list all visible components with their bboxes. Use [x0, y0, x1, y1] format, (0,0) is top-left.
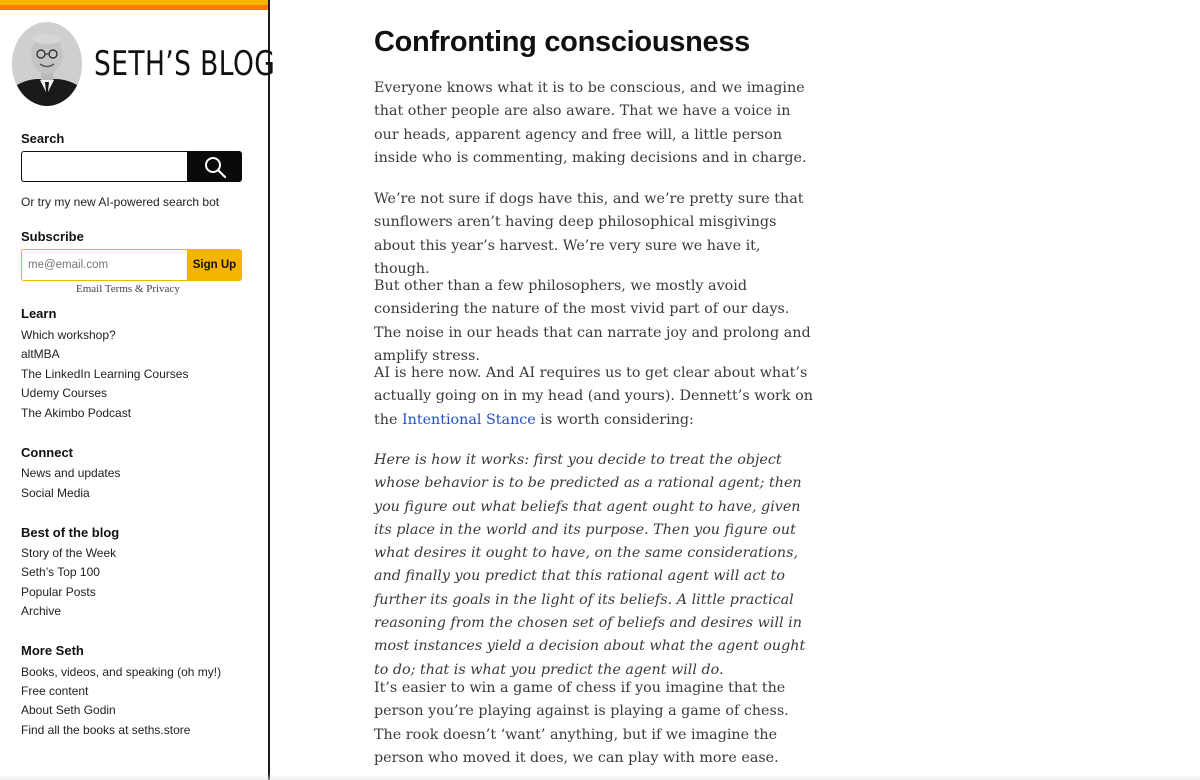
more-link[interactable]: Free content [21, 684, 89, 698]
email-terms-link[interactable]: Email Terms & Privacy [76, 283, 180, 295]
connect-link[interactable]: News and updates [21, 466, 121, 480]
best-link[interactable]: Seth’s Top 100 [21, 565, 100, 579]
paragraph: Everyone knows what it is to be conscious, and we imagine that other people are also aware. That we have a voice in our heads, apparent agency and free will, a little person inside who is commenting, making decisions and in charge. [374, 80, 807, 166]
connect-link[interactable]: Social Media [21, 486, 90, 500]
search-form [21, 151, 242, 182]
top-accent-bar [0, 0, 268, 10]
ai-search-prefix: Or try my new [21, 195, 99, 209]
blog-title: SETH’S BLOG [94, 44, 276, 84]
best-link[interactable]: Story of the Week [21, 546, 117, 560]
paragraph: It’s easier to win a game of chess if you imagine that the person you’re playing against is playing a game of chess. The rook doesn’t ‘want’ anything, but if we imagine the person who moved it does, we can play with more ease. [374, 680, 789, 766]
paragraph-text: AI is here now. And AI requires us to get clear about what’s actually going on in my head (and yours). Dennett’s work on the [374, 365, 813, 428]
intentional-stance-link[interactable]: Intentional Stance [401, 411, 536, 428]
more-heading: More Seth [21, 643, 84, 658]
author-avatar [12, 22, 82, 106]
bottom-fade [0, 774, 1200, 780]
block-quote: Here is how it works: first you decide to treat the object whose behavior is to be predicted as a rational agent; then you figure out what beliefs that agent ought to have, given its place in the world and its purpose. Then you figure out what desires it ought to have, on the same considerations, and finally you predict that this rational agent will act to further its goals in the light of its beliefs. A little practical reasoning from the chosen set of beliefs and desires will in most instances yield a decision about what the agent ought to do; that is what you predict the agent will do. [374, 452, 806, 678]
paragraph: We’re not sure if dogs have this, and we’re pretty sure that sunflowers aren’t having deep philosophical misgivings about this year’s harvest. We’re very sure we have it, though. [374, 191, 804, 277]
learn-heading: Learn [21, 306, 57, 321]
search-heading: Search [21, 131, 65, 146]
search-icon [203, 155, 227, 179]
sign-up-button[interactable]: Sign Up [187, 249, 242, 281]
learn-link[interactable]: The Akimbo Podcast [21, 406, 132, 420]
brand[interactable] [12, 22, 326, 106]
learn-link[interactable]: Which workshop? [21, 328, 116, 342]
learn-link[interactable]: The LinkedIn Learning Courses [21, 367, 189, 381]
email-field[interactable] [21, 249, 187, 281]
connect-heading: Connect [21, 445, 73, 460]
paragraph: But other than a few philosophers, we mostly avoid considering the nature of the most vivid part of our days. The noise in our heads that can narrate joy and prolong and amplify stress. [374, 278, 811, 364]
more-link[interactable]: About Seth Godin [21, 703, 116, 717]
ai-search-note [21, 195, 219, 209]
best-link[interactable]: Archive [21, 604, 62, 618]
search-input[interactable] [21, 151, 187, 182]
learn-link[interactable]: altMBA [21, 347, 60, 361]
subscribe-form [21, 249, 242, 281]
more-link[interactable]: Books, videos, and speaking (oh my!) [21, 665, 222, 679]
paragraph [374, 362, 819, 432]
more-link[interactable]: Find all the books at seths.store [21, 723, 191, 737]
post-title[interactable]: Confronting consciousness [374, 26, 750, 58]
best-link[interactable]: Popular Posts [21, 585, 96, 599]
subscribe-heading: Subscribe [21, 229, 84, 244]
sidebar [0, 0, 276, 780]
learn-link[interactable]: Udemy Courses [21, 386, 108, 400]
best-heading: Best of the blog [21, 525, 120, 540]
ai-search-link[interactable]: AI-powered search bot [98, 195, 220, 209]
search-button[interactable] [187, 151, 242, 182]
paragraph-text: is worth considering: [535, 411, 694, 428]
